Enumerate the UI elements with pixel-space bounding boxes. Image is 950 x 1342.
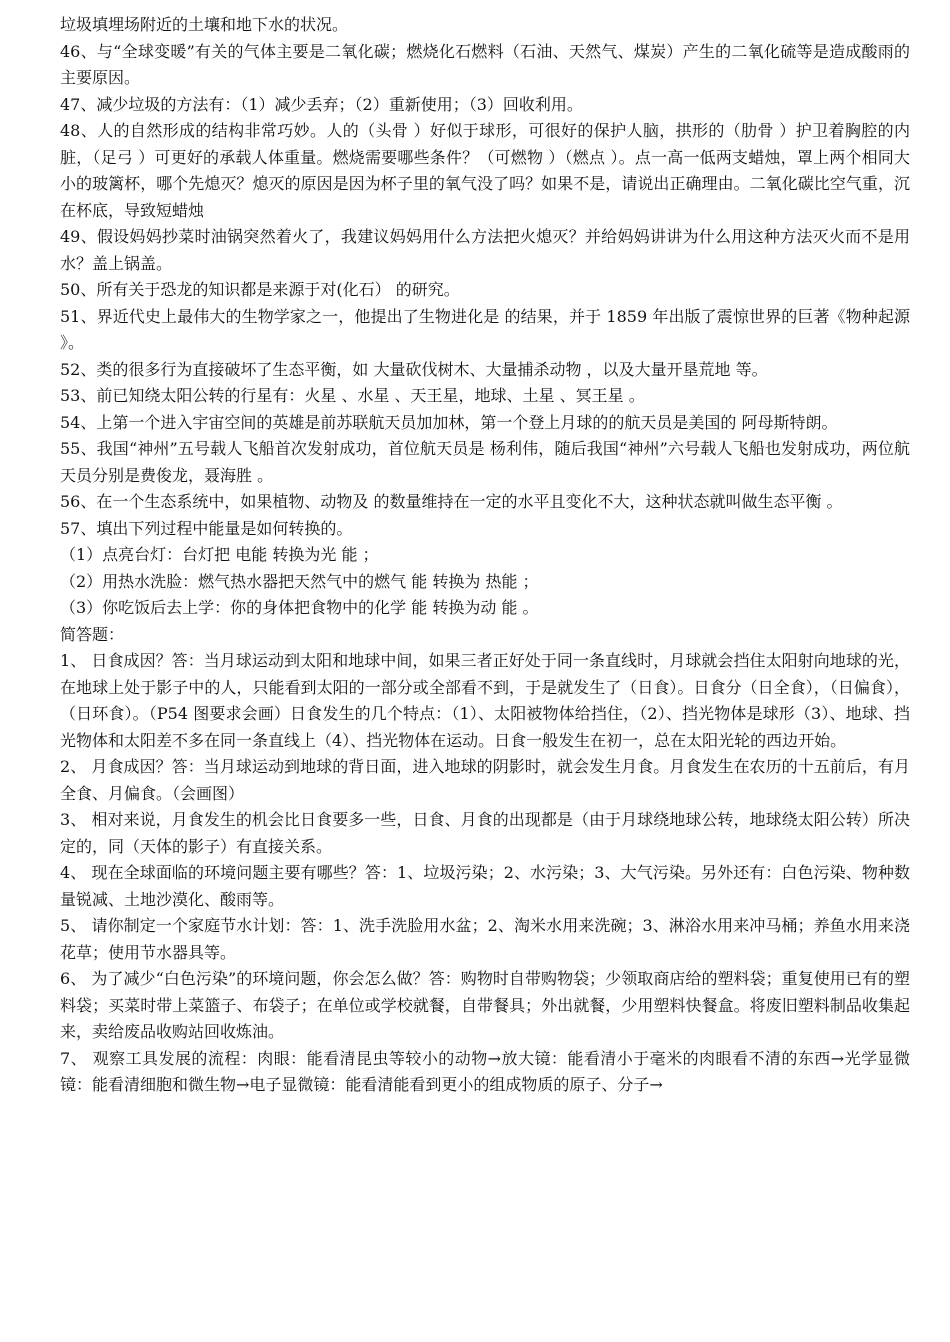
paragraph-q57: 57、填出下列过程中能量是如何转换的。 <box>60 518 353 538</box>
paragraph-q52: 52、类的很多行为直接破坏了生态平衡，如 大量砍伐树木、大量捕杀动物 ，以及大量开垦荒地 等。 <box>60 359 768 379</box>
paragraph-sa7: 7、 观察工具发展的流程：肉眼：能看清昆虫等较小的动物→放大镜：能看清小于毫米的肉眼看不清的东西→光学显微镜：能看清细胞和微生物→电子显微镜：能看清能看到更小的组成物质的原子、分子→ <box>60 1048 910 1094</box>
paragraph-q56: 56、在一个生态系统中，如果植物、动物及 的数量维持在一定的水平且变化不大，这种状态就叫做生态平衡 。 <box>60 492 843 511</box>
paragraph-q47: 47、减少垃圾的方法有：（1）减少丢弃；（2）重新使用；（3）回收利用。 <box>60 94 583 114</box>
paragraph-q57-item-2: （2）用热水洗脸：燃气热水器把天然气中的燃气 能 转换为 热能 ； <box>60 571 539 591</box>
paragraph-sa6: 6、 为了减少“白色污染”的环境问题，你会怎么做？答：购物时自带购物袋；少领取商店给的塑料袋；重复使用已有的塑料袋；买菜时带上菜篮子、布袋子；在单位或学校就餐，自带餐具；外出就餐，少用塑料快餐盒。将废旧塑料制品收集起来，卖给废品收购站回收炼油。 <box>60 969 910 1041</box>
paragraph-q51: 51、界近代史上最伟大的生物学家之一，他提出了生物进化是 的结果，并于 1859 年出版了震惊世界的巨著《物种起源 》。 <box>60 306 910 352</box>
paragraph-q49: 49、假设妈妈抄菜时油锅突然着火了，我建议妈妈用什么方法把火熄灭？并给妈妈讲讲为什么用这种方法灭火而不是用水？盖上锅盖。 <box>60 227 910 273</box>
paragraph-intro: 垃圾填埋场附近的土壤和地下水的状况。 <box>60 15 349 34</box>
paragraph-sa5: 5、 请你制定一个家庭节水计划：答：1、洗手洗脸用水盆；2、淘米水用来洗碗；3、淋浴水用来冲马桶；养鱼水用来浇花草；使用节水器具等。 <box>60 916 910 962</box>
paragraph-sa3: 3、 相对来说，月食发生的机会比日食要多一些，日食、月食的出现都是（由于月球绕地球公转，地球绕太阳公转）所决定的，同（天体的影子）有直接关系。 <box>60 810 910 856</box>
paragraph-q55: 55、我国“神州”五号载人飞船首次发射成功，首位航天员是 杨利伟，随后我国“神州”六号载人飞船也发射成功，两位航天员分别是费俊龙，聂海胜 。 <box>60 439 910 485</box>
paragraph-q57-item-3: （3）你吃饭后去上学：你的身体把食物中的化学 能 转换为动 能 。 <box>60 598 539 617</box>
paragraph-sa1: 1、 日食成因？答：当月球运动到太阳和地球中间，如果三者正好处于同一条直线时，月球就会挡住太阳射向地球的光，在地球上处于影子中的人，只能看到太阳的一部分或全部看不到，于是就发生了（日食）。日食分（日全食），（日偏食），（日环食）。（P54 图要求会画）日食发生的几个特点：（1）、太阳被物体给挡住，（2）、挡光物体是球形（3）、地球、挡光物体和太阳差不多在同一条直线上（4）、挡光物体在运动。日食一般发生在初一，总在太阳光轮的西边开始。 <box>60 651 910 750</box>
paragraph-sa2: 2、 月食成因？答：当月球运动到地球的背日面，进入地球的阴影时，就会发生月食。月食发生在农历的十五前后，有月全食、月偏食。（会画图） <box>60 757 910 803</box>
paragraph-q54: 54、上第一个进入宇宙空间的英雄是前苏联航天员加加林，第一个登上月球的的航天员是美国的 阿母斯特朗。 <box>60 412 838 432</box>
paragraph-q53: 53、前已知绕太阳公转的行星有：火星 、水星 、天王星，地球、土星 、冥王星 。 <box>60 386 645 405</box>
paragraph-q57-item-1: （1）点亮台灯：台灯把 电能 转换为光 能 ； <box>60 545 379 564</box>
paragraph-q46: 46、与“全球变暖”有关的气体主要是二氧化碳；燃烧化石燃料（石油、天然气、煤炭）产生的二氧化硫等是造成酸雨的主要原因。 <box>60 41 910 87</box>
paragraph-sa4: 4、 现在全球面临的环境问题主要有哪些？答：1、垃圾污染；2、水污染；3、大气污染。另外还有：白色污染、物种数量锐减、土地沙漠化、酸雨等。 <box>60 863 910 909</box>
paragraph-q50: 50、所有关于恐龙的知识都是来源于对(化石） 的研究。 <box>60 280 460 299</box>
paragraph-q48: 48、人的自然形成的结构非常巧妙。人的（头骨 ）好似于球形，可很好的保护人脑，拱形的（肋骨 ）护卫着胸腔的内脏，（足弓 ）可更好的承载人体重量。燃烧需要哪些条件？（可燃物 ）（燃点 ）。点一高一低两支蜡烛，罩上两个相同大小的玻篱杯，哪个先熄灭？熄灭的原因是因为杯子里的氧气没了吗？如果不是，请说出正确理由。二氧化碳比空气重，沉在杯底，导致短蜡烛 <box>60 121 910 220</box>
section-heading-short-answer: 简答题： <box>60 624 125 644</box>
